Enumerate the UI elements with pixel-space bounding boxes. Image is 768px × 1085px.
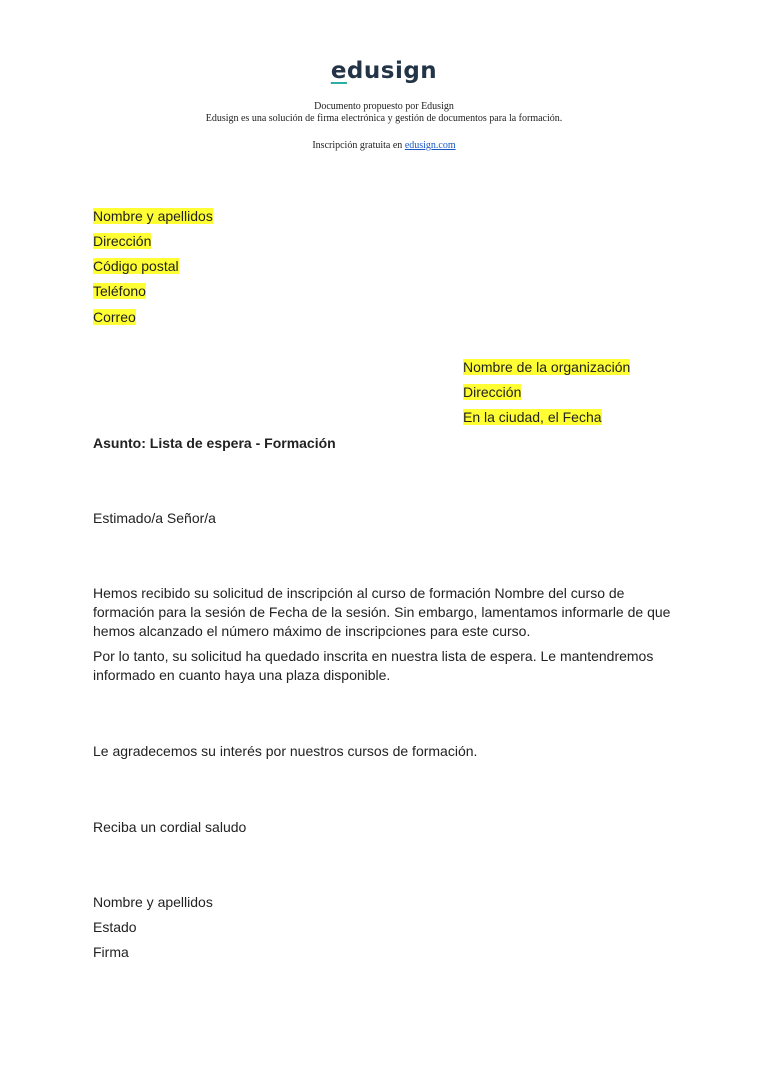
subject: Asunto: Lista de espera - Formación	[93, 435, 336, 451]
proposed-by: Documento propuesto por Edusign	[314, 101, 454, 112]
sender-name: Nombre y apellidos	[93, 208, 213, 224]
body-paragraph-1: Hemos recibido su solicitud de inscripción al curso de formación Nombre del curso de formación para la sesión de Fecha de la sesión. Sin embargo, lamentamos informarle de que hemos alcanzado el número máximo de inscripciones para este curso.	[93, 585, 671, 639]
closing: Reciba un cordial saludo	[93, 819, 247, 835]
sender-email: Correo	[93, 309, 136, 325]
signature-status: Estado	[93, 919, 137, 935]
sender-phone: Teléfono	[93, 283, 146, 299]
signature-name: Nombre y apellidos	[93, 894, 213, 910]
tagline: Edusign es una solución de firma electrónica y gestión de documentos para la formación.	[205, 113, 563, 124]
body-paragraph-2: Por lo tanto, su solicitud ha quedado inscrita en nuestra lista de espera. Le mantendremos informado en cuanto haya una plaza disponible.	[93, 648, 654, 683]
signup-line	[0, 140, 768, 151]
edusign-logo: edusign	[330, 58, 438, 84]
greeting: Estimado/a Señor/a	[93, 510, 216, 526]
sender-address: Dirección	[93, 233, 152, 249]
signature-sign: Firma	[93, 944, 129, 960]
edusign-link[interactable]: edusign.com	[404, 140, 456, 151]
body-paragraph-3: Le agradecemos su interés por nuestros cursos de formación.	[93, 743, 478, 759]
recipient-organization: Nombre de la organización	[463, 359, 631, 375]
recipient-city-date: En la ciudad, el Fecha	[463, 409, 602, 425]
signup-prefix: Inscripción gratuita en	[312, 140, 405, 151]
recipient-address: Dirección	[463, 384, 522, 400]
sender-postal-code: Código postal	[93, 258, 179, 274]
